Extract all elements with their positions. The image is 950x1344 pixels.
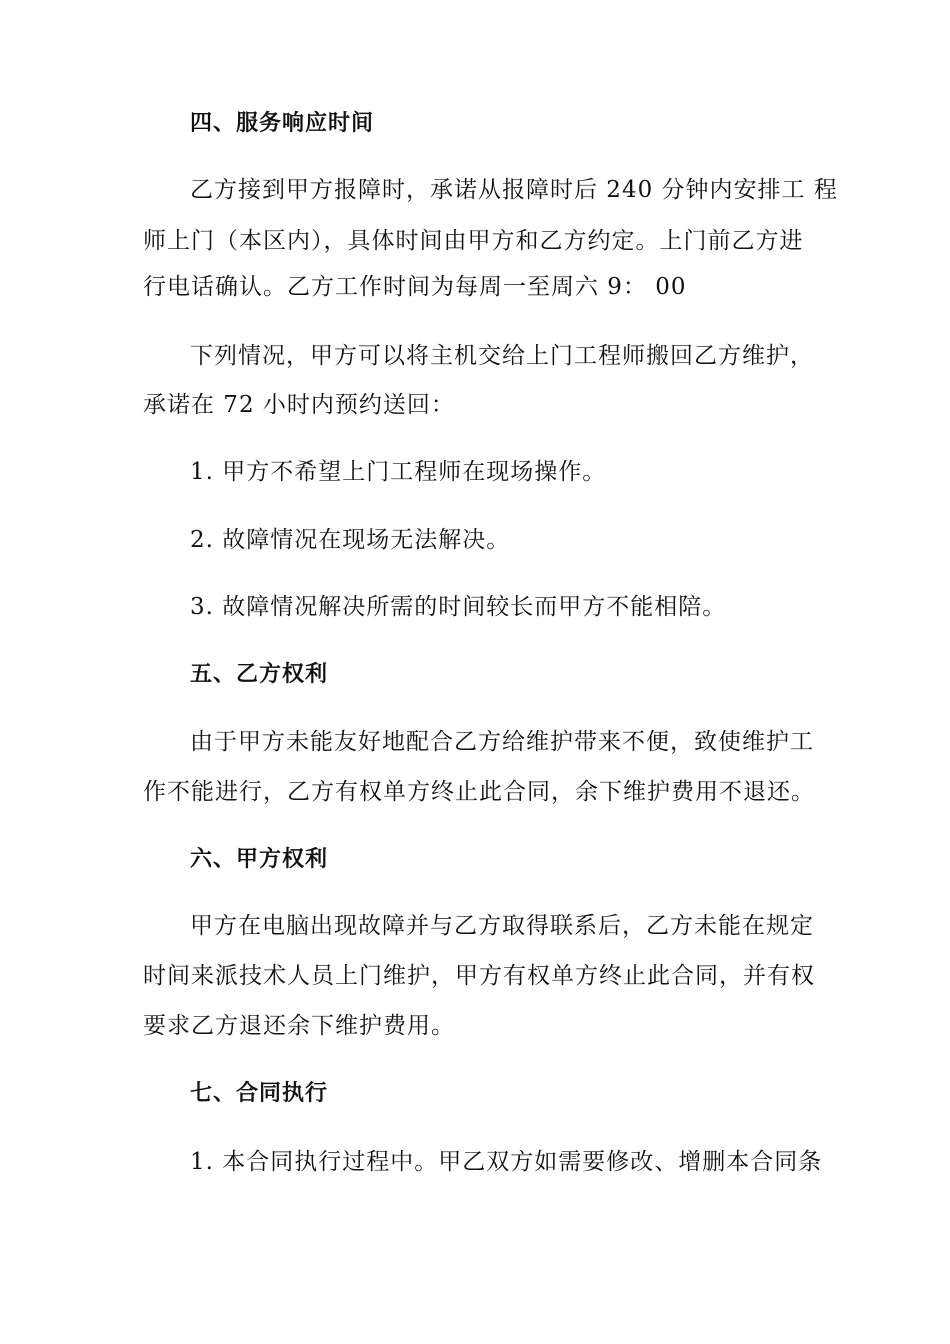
paragraph-line: 时间来派技术人员上门维护，甲方有权单方终止此合同，并有权 [143, 963, 815, 989]
paragraph-line: 下列情况，甲方可以将主机交给上门工程师搬回乙方维护， [190, 343, 814, 369]
list-item: 1. 本合同执行过程中。甲乙双方如需要修改、增删本合同条 [190, 1149, 823, 1175]
paragraph-line: 师上门（本区内），具体时间由甲方和乙方约定。上门前乙方进 [143, 228, 804, 254]
paragraph-line: 乙方接到甲方报障时，承诺从报障时后 240 分钟内安排工 程 [190, 177, 838, 203]
section-heading-party-a-rights: 六、甲方权利 [190, 847, 329, 872]
paragraph-line: 由于甲方未能友好地配合乙方给维护带来不便，致使维护工 [190, 729, 814, 755]
section-heading-contract-execution: 七、合同执行 [190, 1081, 329, 1106]
paragraph-line: 甲方在电脑出现故障并与乙方取得联系后，乙方未能在规定 [190, 913, 814, 939]
paragraph-line: 作不能进行，乙方有权单方终止此合同，余下维护费用不退还。 [143, 779, 815, 805]
list-item: 2. 故障情况在现场无法解决。 [190, 527, 511, 553]
section-heading-party-b-rights: 五、乙方权利 [190, 662, 329, 687]
paragraph-line: 要求乙方退还余下维护费用。 [143, 1013, 455, 1039]
list-item: 1. 甲方不希望上门工程师在现场操作。 [190, 459, 607, 485]
paragraph-line: 承诺在 72 小时内预约送回： [143, 392, 455, 418]
paragraph-line: 行电话确认。乙方工作时间为每周一至周六 9： 00 [143, 274, 687, 300]
list-item: 3. 故障情况解决所需的时间较长而甲方不能相陪。 [190, 594, 727, 620]
section-heading-service-response: 四、服务响应时间 [190, 111, 375, 136]
